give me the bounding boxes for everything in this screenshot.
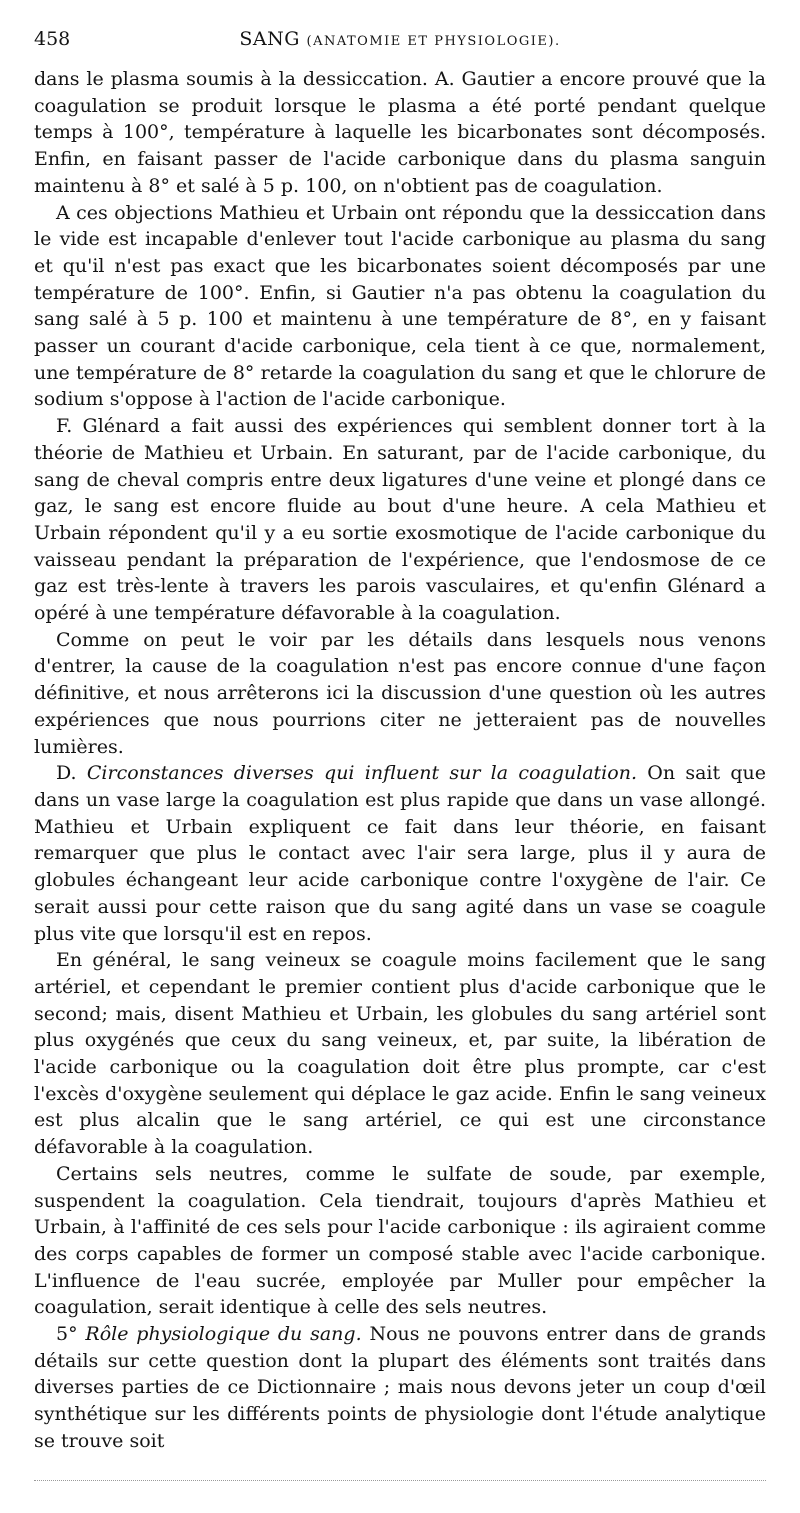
running-title-sub: (ANATOMIE ET PHYSIOLOGIE). bbox=[306, 34, 561, 49]
paragraph-text: Nous ne pouvons entrer dans de grands détails sur cette question dont la plupart des éléments sont traités dans diverses parties de ce Dictionnaire ; mais nous devons jeter un coup d'œil synthétique sur les différents points de physiologie dont l'étude analytique se trouve soit bbox=[34, 1323, 766, 1452]
bottom-rule bbox=[34, 1480, 766, 1481]
paragraph-4 bbox=[34, 627, 766, 761]
paragraph-3 bbox=[34, 413, 766, 627]
running-title-main: SANG bbox=[239, 28, 300, 50]
paragraph-8 bbox=[34, 1321, 766, 1455]
paragraph-1 bbox=[34, 66, 766, 200]
page-header bbox=[34, 28, 766, 54]
body-text bbox=[34, 66, 766, 1455]
paragraph-text: A ces objections Mathieu et Urbain ont répondu que la dessiccation dans le vide est incapable d'enlever tout l'acide carbonique au plasma du sang et qu'il n'est pas exact que les bicarbonates soient décomposés par une température de 100°. Enfin, si Gautier n'a pas obtenu la coagulation du sang salé à 5 p. 100 et maintenu à une température de 8°, en y faisant passer un courant d'acide carbonique, cela tient à ce que, normalement, une température de 8° retarde la coagulation du sang et que le chlorure de sodium s'oppose à l'action de l'acide carbonique. bbox=[34, 201, 766, 411]
paragraph-text: En général, le sang veineux se coagule moins facilement que le sang artériel, et cependant le premier contient plus d'acide carbonique que le second; mais, disent Mathieu et Urbain, les globules du sang artériel sont plus oxygénés que ceux du sang veineux, et, par suite, la libération de l'acide carbonique ou la coagulation doit être plus prompte, car c'est l'excès d'oxygène seulement qui déplace le gaz acide. Enfin le sang veineux est plus alcalin que le sang artériel, ce qui est une circonstance défavorable à la coagulation. bbox=[34, 949, 766, 1159]
section-heading: Rôle physiologique du sang. bbox=[85, 1323, 362, 1346]
running-title bbox=[34, 28, 766, 50]
section-lead: D. bbox=[56, 762, 77, 785]
section-heading: Circonstances diverses qui influent sur la coagulation. bbox=[86, 762, 637, 785]
paragraph-text: On sait que dans un vase large la coagulation est plus rapide que dans un vase allongé. Mathieu et Urbain expliquent ce fait dans leur théorie, en faisant remarquer que plus le contact avec l'air sera large, plus il y aura de globules échangeant leur acide carbonique contre l'oxygène de l'air. Ce serait aussi pour cette raison que du sang agité dans un vase se coagule plus vite que lorsqu'il est en repos. bbox=[34, 762, 767, 945]
paragraph-text: F. Glénard a fait aussi des expériences qui semblent donner tort à la théorie de Mathieu et Urbain. En saturant, par de l'acide carbonique, du sang de cheval compris entre deux ligatures d'une veine et plongé dans ce gaz, le sang est encore fluide au bout d'une heure. A cela Mathieu et Urbain répondent qu'il y a eu sortie exosmotique de l'acide carbonique du vaisseau pendant la préparation de l'expérience, que l'endosmose de ce gaz est très-lente à travers les parois vasculaires, et qu'enfin Glénard a opéré à une température défavorable à la coagulation. bbox=[34, 415, 766, 625]
paragraph-7 bbox=[34, 1161, 766, 1321]
paragraph-text: Comme on peut le voir par les détails dans lesquels nous venons d'entrer, la cause de la coagulation n'est pas encore connue d'une façon définitive, et nous arrêterons ici la discussion d'une question où les autres expériences que nous pourrions citer ne jetteraient pas de nouvelles lumières. bbox=[34, 628, 766, 758]
paragraph-text: Certains sels neutres, comme le sulfate de soude, par exemple, suspendent la coagulation. Cela tiendrait, toujours d'après Mathieu et Urbain, à l'affinité de ces sels pour l'acide carbonique : ils agiraient comme des corps capables de former un composé stable avec l'acide carbonique. L'influence de l'eau sucrée, employée par Muller pour empêcher la coagulation, serait identique à celle des sels neutres. bbox=[34, 1162, 766, 1319]
paragraph-text: dans le plasma soumis à la dessiccation. A. Gautier a encore prouvé que la coagulation se produit lorsque le plasma a été porté pendant quelque temps à 100°, température à laquelle les bicarbonates sont décomposés. Enfin, en faisant passer de l'acide carbonique dans du plasma sanguin maintenu à 8° et salé à 5 p. 100, on n'obtient pas de coagulation. bbox=[34, 68, 766, 197]
paragraph-2 bbox=[34, 200, 766, 414]
page-number: 458 bbox=[34, 28, 71, 50]
paragraph-5 bbox=[34, 760, 766, 947]
section-lead: 5° bbox=[56, 1323, 78, 1346]
paragraph-6 bbox=[34, 947, 766, 1161]
